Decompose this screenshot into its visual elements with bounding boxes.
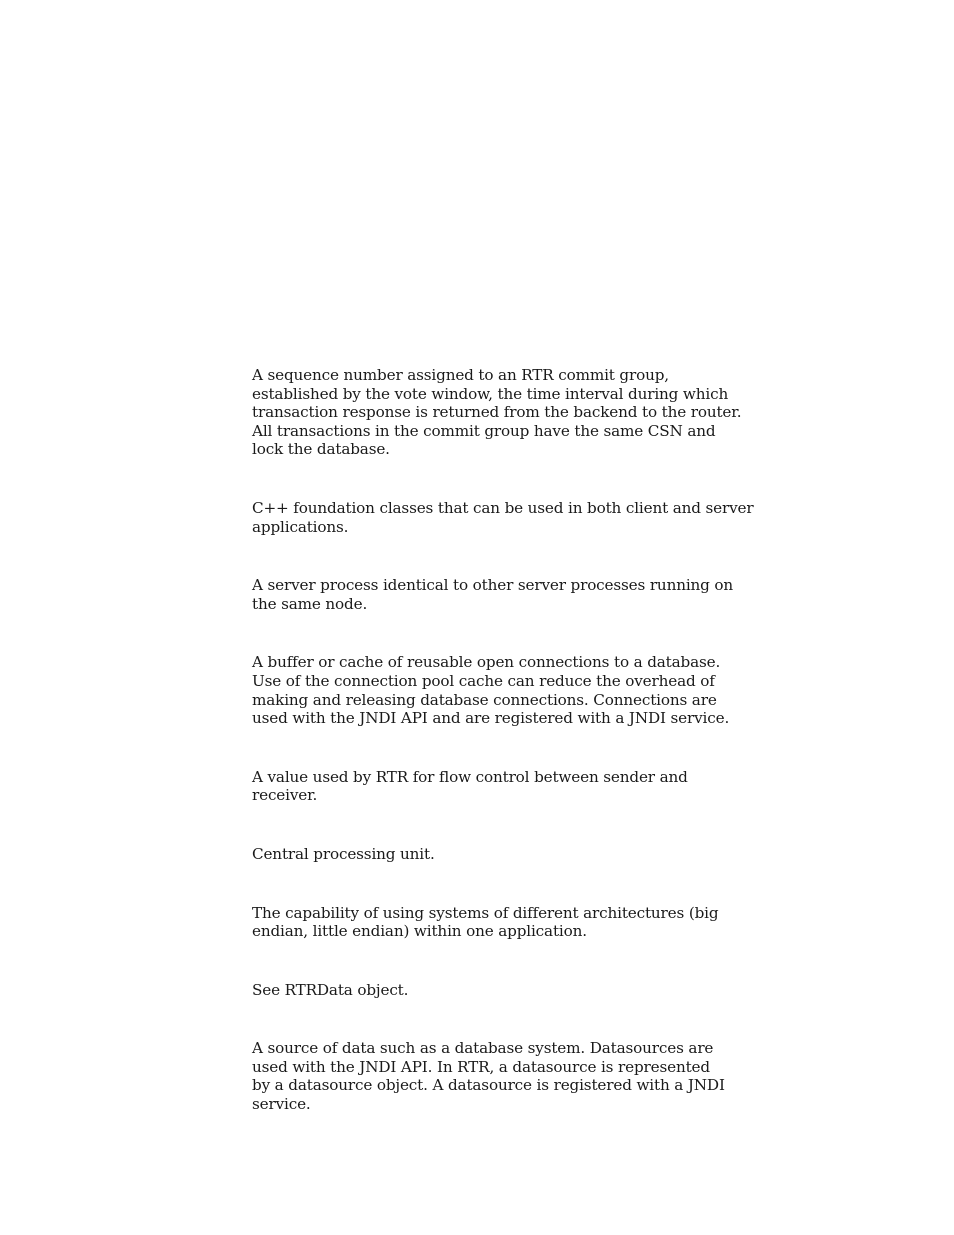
definition-line: applications. xyxy=(252,517,349,536)
definition-data-marshalling xyxy=(252,904,737,941)
definition-line: A value used by RTR for flow control between sender and xyxy=(252,767,688,786)
definition-csn xyxy=(252,366,742,459)
definition-line: receiver. xyxy=(252,786,318,805)
definition-line: the same node. xyxy=(252,594,368,613)
definition-line: service. xyxy=(252,1095,311,1114)
definition-line: making and releasing database connections. Connections are xyxy=(252,690,717,709)
definition-line: All transactions in the commit group have the same CSN and xyxy=(252,421,716,440)
definition-line: by a datasource object. A datasource is registered with a JNDI xyxy=(252,1076,725,1095)
glossary-definitions xyxy=(252,366,754,1114)
definition-line: A sequence number assigned to an RTR commit group, xyxy=(252,366,669,384)
definition-line: used with the JNDI API and are registered with a JNDI service. xyxy=(252,709,730,728)
definition-line: A buffer or cache of reusable open connections to a database. xyxy=(252,653,721,672)
definition-line: A source of data such as a database system. Datasources are xyxy=(252,1039,714,1058)
definition-line: The capability of using systems of different architectures (big xyxy=(252,903,719,922)
definition-line: See RTRData object. xyxy=(252,980,409,999)
definition-line: Use of the connection pool cache can reduce the overhead of xyxy=(252,671,715,690)
definition-line: endian, little endian) within one application. xyxy=(252,922,587,941)
definition-line: established by the vote window, the time interval during which xyxy=(252,384,729,403)
definition-concurrent-server xyxy=(252,576,737,613)
definition-line: A server process identical to other server processes running on xyxy=(252,576,734,595)
definition-line: Central processing unit. xyxy=(252,844,435,863)
definition-line: transaction response is returned from the backend to the router. xyxy=(252,403,742,422)
definition-line: lock the database. xyxy=(252,440,390,459)
definition-connection-pool xyxy=(252,653,737,727)
definition-line: used with the JNDI API. In RTR, a datasource is represented xyxy=(252,1057,710,1076)
definition-foundation-classes xyxy=(252,498,754,536)
definition-line: C++ foundation classes that can be used in both client and server xyxy=(252,498,754,517)
definition-credit xyxy=(252,768,737,805)
definition-datasource xyxy=(252,1039,737,1113)
definition-data-object xyxy=(252,981,737,1000)
definition-cpu xyxy=(252,845,737,864)
